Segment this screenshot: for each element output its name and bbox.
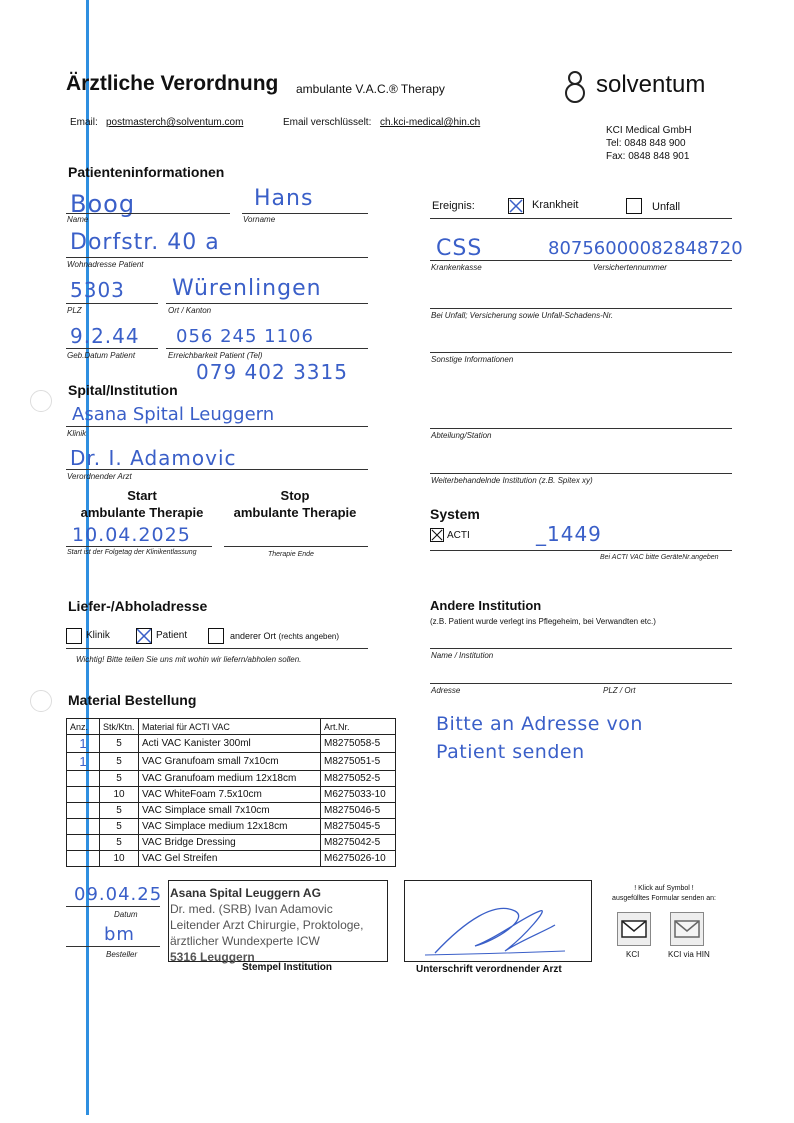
send-kci-hin-label: KCI via HIN xyxy=(668,950,710,959)
material-anz-cell[interactable] xyxy=(67,835,100,851)
datum-value[interactable]: 09.04.25 xyxy=(74,884,163,905)
patient-ort-value[interactable]: Würenlingen xyxy=(172,276,322,301)
versichertennummer-label: Versichertennummer xyxy=(593,263,667,272)
patient-dob-value[interactable]: 9.2.44 xyxy=(70,324,140,348)
patient-name-label: Name xyxy=(67,215,89,224)
material-artnr-cell: M6275033-10 xyxy=(321,787,396,803)
page-title: Ärztliche Verordnung xyxy=(66,72,279,95)
start-heading xyxy=(66,487,218,521)
table-row xyxy=(67,851,396,867)
email-encrypted-link[interactable]: ch.kci-medical@hin.ch xyxy=(380,117,481,128)
delivery-other-checkbox[interactable] xyxy=(208,628,224,644)
table-row xyxy=(67,753,396,771)
patient-address-value[interactable]: Dorfstr. 40 a xyxy=(70,230,220,255)
patient-vorname-label: Vorname xyxy=(243,215,276,224)
material-name-cell: VAC Gel Streifen xyxy=(139,851,321,867)
andere-note-line2: Patient senden xyxy=(436,741,585,763)
company-fax: Fax: 0848 848 901 xyxy=(606,151,690,162)
patient-dob-label: Geb.Datum Patient xyxy=(67,351,136,360)
table-row xyxy=(67,771,396,787)
krankheit-label: Krankheit xyxy=(532,199,579,211)
krankheit-checkbox[interactable] xyxy=(508,198,524,214)
acti-label: ACTI xyxy=(447,530,470,541)
arzt-value[interactable]: Dr. I. Adamovic xyxy=(70,446,237,470)
start-date-label: Start ist der Folgetag der Klinikentlassung xyxy=(67,549,197,556)
krankenkasse-label: Krankenkasse xyxy=(431,263,482,272)
table-row xyxy=(67,835,396,851)
company-info xyxy=(606,124,692,163)
andere-note-line1: Bitte an Adresse von xyxy=(436,713,643,735)
patient-tel-value[interactable]: 056 245 1106 xyxy=(176,326,314,347)
punch-hole xyxy=(30,390,52,412)
send-hint-line2: ausgefülltes Formular senden an: xyxy=(612,895,716,902)
solventum-logo xyxy=(562,66,722,106)
patient-name-value[interactable]: Boog xyxy=(70,190,136,218)
col-artnr: Art.Nr. xyxy=(321,719,396,735)
delivery-note: Wichtig! Bitte teilen Sie uns mit wohin wir liefern/abholen sollen. xyxy=(76,655,302,664)
send-kci-button[interactable] xyxy=(617,912,651,946)
spital-heading: Spital/Institution xyxy=(68,382,178,398)
material-name-cell: VAC Simplace medium 12x18cm xyxy=(139,819,321,835)
andere-note[interactable] xyxy=(436,710,643,766)
material-anz-cell[interactable] xyxy=(67,819,100,835)
material-stk-cell: 5 xyxy=(100,803,139,819)
stamp-line2: Dr. med. (SRB) Ivan Adamovic xyxy=(170,902,333,916)
delivery-other-hint: (rechts angeben) xyxy=(278,632,340,641)
stamp-institution xyxy=(170,885,363,965)
besteller-label: Besteller xyxy=(106,950,138,959)
material-stk-cell: 5 xyxy=(100,735,139,753)
checkmark-icon xyxy=(431,529,443,541)
send-hint-line1: ! Klick auf Symbol ! xyxy=(634,885,694,892)
patient-vorname-value[interactable]: Hans xyxy=(254,186,314,211)
material-table xyxy=(66,718,396,867)
material-artnr-cell: M8275058-5 xyxy=(321,735,396,753)
signature-drawing xyxy=(405,881,591,961)
send-kci-hin-button[interactable] xyxy=(670,912,704,946)
start-date-value[interactable]: 10.04.2025 xyxy=(72,524,191,546)
brand-name: solventum xyxy=(596,71,706,98)
patient-address-label: Wohnadresse Patient xyxy=(67,260,144,269)
andere-name-label: Name / Institution xyxy=(431,651,494,660)
material-artnr-cell: M8275046-5 xyxy=(321,803,396,819)
delivery-other-text: anderer Ort xyxy=(230,631,277,641)
patient-tel2-value[interactable]: 079 402 3315 xyxy=(196,360,348,384)
material-artnr-cell: M8275045-5 xyxy=(321,819,396,835)
start-heading-line1: Start xyxy=(127,488,157,503)
material-name-cell: VAC Simplace small 7x10cm xyxy=(139,803,321,819)
stop-heading-line2: ambulante Therapie xyxy=(233,505,357,520)
datum-label: Datum xyxy=(114,910,138,919)
company-name: KCI Medical GmbH xyxy=(606,125,692,136)
punch-hole xyxy=(30,690,52,712)
email-label: Email: xyxy=(70,117,98,128)
material-stk-cell: 10 xyxy=(100,851,139,867)
solventum-logo-icon xyxy=(562,66,588,106)
material-heading: Material Bestellung xyxy=(68,692,197,708)
acti-checkbox[interactable] xyxy=(430,528,444,542)
klinik-value[interactable]: Asana Spital Leuggern xyxy=(72,404,275,425)
material-anz-cell[interactable] xyxy=(67,787,100,803)
material-name-cell: VAC Granufoam medium 12x18cm xyxy=(139,771,321,787)
table-row xyxy=(67,803,396,819)
material-artnr-cell: M6275026-10 xyxy=(321,851,396,867)
material-name-cell: Acti VAC Kanister 300ml xyxy=(139,735,321,753)
andere-adresse-label: Adresse xyxy=(431,686,461,695)
table-row xyxy=(67,787,396,803)
material-anz-cell[interactable] xyxy=(67,851,100,867)
material-artnr-cell: M8275052-5 xyxy=(321,771,396,787)
abteilung-label: Abteilung/Station xyxy=(431,431,492,440)
device-number-label: Bei ACTI VAC bitte GeräteNr.angeben xyxy=(600,554,719,561)
table-row xyxy=(67,819,396,835)
krankenkasse-value[interactable]: CSS xyxy=(436,236,483,261)
page-subtitle: ambulante V.A.C.® Therapy xyxy=(296,82,445,96)
col-stk: Stk/Ktn. xyxy=(100,719,139,735)
sonstige-info-label: Sonstige Informationen xyxy=(431,355,514,364)
col-material: Material für ACTI VAC xyxy=(139,719,321,735)
patient-plz-value[interactable]: 5303 xyxy=(70,278,125,302)
material-name-cell: VAC WhiteFoam 7.5x10cm xyxy=(139,787,321,803)
versichertennummer-value[interactable]: 80756000082848720 xyxy=(548,238,743,259)
stop-heading xyxy=(222,487,368,521)
material-stk-cell: 5 xyxy=(100,753,139,771)
unfall-info-label: Bei Unfall; Versicherung sowie Unfall-Schadens-Nr. xyxy=(431,311,614,320)
material-stk-cell: 5 xyxy=(100,771,139,787)
patient-heading: Patienteninformationen xyxy=(68,164,225,180)
weiterbehandelnde-label: Weiterbehandelnde Institution (z.B. Spitex xy) xyxy=(431,476,593,485)
stamp-line4: ärztlicher Wundexperte ICW xyxy=(170,934,320,948)
stop-heading-line1: Stop xyxy=(280,488,310,503)
mail-icon xyxy=(618,913,650,945)
material-anz-cell[interactable]: 1 xyxy=(67,735,100,753)
device-number-value[interactable]: _1449 xyxy=(536,522,602,546)
therapy-end-label: Therapie Ende xyxy=(268,551,314,558)
material-stk-cell: 5 xyxy=(100,835,139,851)
unfall-label: Unfall xyxy=(652,201,681,213)
patient-tel-label: Erreichbarkeit Patient (Tel) xyxy=(168,351,263,360)
stamp-line1: Asana Spital Leuggern AG xyxy=(170,886,321,900)
checkmark-icon xyxy=(137,629,151,643)
mail-icon xyxy=(671,913,703,945)
patient-ort-label: Ort / Kanton xyxy=(168,306,212,315)
ereignis-label: Ereignis: xyxy=(432,200,475,212)
table-row xyxy=(67,735,396,753)
material-name-cell: VAC Granufoam small 7x10cm xyxy=(139,753,321,771)
stamp-label: Stempel Institution xyxy=(242,962,332,973)
andere-plzort-label: PLZ / Ort xyxy=(603,686,636,695)
email-link[interactable]: postmasterch@solventum.com xyxy=(106,117,244,128)
arzt-label: Verordnender Arzt xyxy=(67,472,132,481)
delivery-other-label xyxy=(230,631,339,641)
start-heading-line2: ambulante Therapie xyxy=(80,505,204,520)
delivery-klinik-checkbox[interactable] xyxy=(66,628,82,644)
material-header-row xyxy=(67,719,396,735)
material-artnr-cell: M8275051-5 xyxy=(321,753,396,771)
material-anz-cell[interactable] xyxy=(67,803,100,819)
unfall-checkbox[interactable] xyxy=(626,198,642,214)
delivery-heading: Liefer-/Abholadresse xyxy=(68,598,208,614)
delivery-klinik-label: Klinik xyxy=(86,630,110,641)
material-stk-cell: 5 xyxy=(100,819,139,835)
patient-plz-label: PLZ xyxy=(67,306,82,315)
signature-label: Unterschrift verordnender Arzt xyxy=(416,964,562,975)
material-artnr-cell: M8275042-5 xyxy=(321,835,396,851)
material-anz-cell[interactable]: 1 xyxy=(67,753,100,771)
signature-box[interactable] xyxy=(404,880,592,962)
material-stk-cell: 10 xyxy=(100,787,139,803)
col-anz: Anz. xyxy=(67,719,100,735)
delivery-patient-checkbox[interactable] xyxy=(136,628,152,644)
andere-hint: (z.B. Patient wurde verlegt ins Pflegeheim, bei Verwandten etc.) xyxy=(430,617,656,626)
stamp-line5: 5316 Leuggern xyxy=(170,950,255,964)
checkmark-icon xyxy=(509,199,523,213)
klinik-label: Klinik xyxy=(67,429,87,438)
delivery-patient-label: Patient xyxy=(156,630,188,641)
send-hint xyxy=(598,884,730,904)
stamp-line3: Leitender Arzt Chirurgie, Proktologe, xyxy=(170,918,364,932)
email-encrypted-label: Email verschlüsselt: xyxy=(283,117,372,128)
material-anz-cell[interactable] xyxy=(67,771,100,787)
system-heading: System xyxy=(430,506,480,522)
company-tel: Tel: 0848 848 900 xyxy=(606,138,686,149)
andere-heading: Andere Institution xyxy=(430,598,542,613)
material-name-cell: VAC Bridge Dressing xyxy=(139,835,321,851)
besteller-value[interactable]: bm xyxy=(104,924,135,945)
send-kci-label: KCI xyxy=(626,950,640,959)
